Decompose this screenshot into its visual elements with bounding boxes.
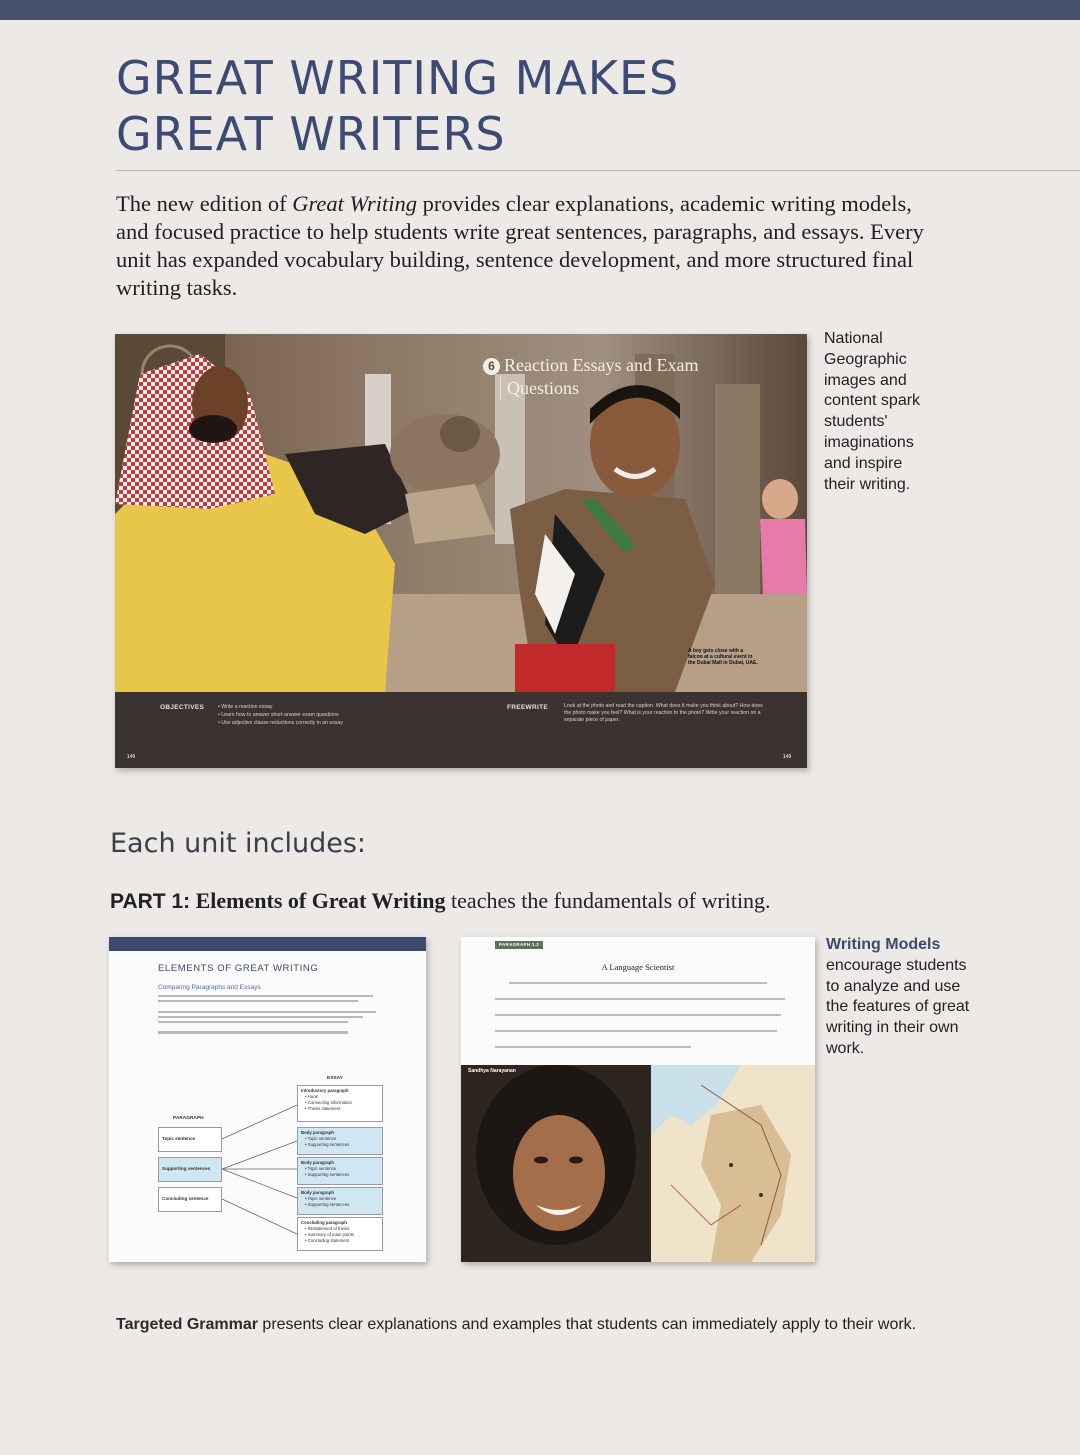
scientist-portrait-and-map bbox=[461, 1065, 815, 1262]
essay-box-item: • Supporting sentences bbox=[305, 1172, 350, 1177]
part-1-description bbox=[110, 888, 771, 914]
side-note-writing-models bbox=[826, 935, 976, 1060]
objectives-label: OBJECTIVES bbox=[160, 704, 205, 711]
essay-box-item: • Topic sentence bbox=[305, 1136, 337, 1141]
targeted-grammar-label: Targeted Grammar bbox=[116, 1316, 258, 1333]
unit-number-badge: 6 bbox=[483, 358, 500, 375]
essay-box-title: Introductory paragraph bbox=[301, 1088, 349, 1093]
paragraph-concluding-sentence-box: Concluding sentence bbox=[158, 1187, 222, 1212]
essay-body-paragraph-box bbox=[297, 1127, 383, 1155]
book-title: Great Writing bbox=[292, 191, 417, 216]
freewrite-text: Look at the photo and read the caption. What does it make you think about? How does the photo make you feel? What is your reaction to the photo? Write your reaction on a separate piece of paper. bbox=[564, 703, 763, 723]
top-color-bar bbox=[0, 0, 1080, 20]
essay-intro-paragraph-box bbox=[297, 1085, 383, 1122]
intro-paragraph bbox=[116, 190, 936, 302]
paragraph-model-page-thumbnail bbox=[461, 937, 815, 1262]
intro-text-start: The new edition of bbox=[116, 191, 293, 216]
unit-title-line-2: Questions bbox=[500, 377, 783, 400]
essay-box-item: • Supporting sentences bbox=[305, 1142, 350, 1147]
page-title bbox=[116, 50, 679, 162]
essay-box-item: • Hook bbox=[305, 1094, 318, 1099]
essay-box-item: • Topic sentence bbox=[305, 1196, 337, 1201]
photo-caption: A boy gets close with a falcon at a cultural event in the Dubai Mall in Dubai, UAE. bbox=[688, 648, 758, 666]
page-title-line-2: GREAT WRITERS bbox=[116, 107, 506, 161]
essay-diagram-label: ESSAY bbox=[327, 1076, 343, 1081]
objective-item: • Use adjective clause reductions correctly in an essay bbox=[218, 720, 343, 726]
essay-box-item: • Supporting sentences bbox=[305, 1202, 350, 1207]
unit-title-line-1: Reaction Essays and Exam bbox=[504, 355, 699, 375]
essay-box-item: • Thesis statement bbox=[305, 1106, 341, 1111]
targeted-grammar-text: presents clear explanations and examples that students can immediately apply to their work. bbox=[257, 1316, 917, 1333]
objectives-list bbox=[218, 703, 343, 727]
essay-concluding-paragraph-box bbox=[297, 1217, 383, 1251]
paragraph-supporting-sentences-box: Supporting sentences bbox=[158, 1157, 222, 1182]
paragraph-topic-sentence-box: Topic sentence bbox=[158, 1127, 222, 1152]
essay-box-title: Concluding paragraph bbox=[301, 1220, 347, 1225]
targeted-grammar-note bbox=[116, 1316, 916, 1334]
essay-box-title: Body paragraph bbox=[301, 1190, 334, 1195]
side-note-national-geographic: National Geographic images and content spark students' imaginations and inspire their writing. bbox=[824, 330, 921, 493]
writing-models-text: encourage students to analyze and use the features of great writing in their own work. bbox=[826, 956, 970, 1057]
essay-box-item: • Topic sentence bbox=[305, 1166, 337, 1171]
unit-opener-spread bbox=[115, 334, 807, 768]
page-title-line-1: GREAT WRITING MAKES bbox=[116, 51, 680, 105]
objective-item: • Write a reaction essay bbox=[218, 704, 273, 710]
part-1-section-name: Elements of Great Writing bbox=[195, 888, 446, 913]
each-unit-heading: Each unit includes: bbox=[110, 828, 367, 859]
intro-text-end: provides clear explanations, academic writing models, and focused practice to help students write great sentences, paragraphs, and essays. Every unit has expanded vocabulary building, sentence development, and more structured final writing tasks. bbox=[116, 191, 924, 300]
part-1-label: PART 1: bbox=[110, 890, 191, 913]
essay-box-item: • Restatement of thesis bbox=[305, 1226, 350, 1231]
freewrite-label: FREEWRITE bbox=[507, 704, 548, 711]
page-number-right: 149 bbox=[783, 754, 792, 760]
unit-heading bbox=[483, 354, 783, 400]
paragraph-title: A Language Scientist bbox=[601, 962, 675, 972]
elements-page-heading: ELEMENTS OF GREAT WRITING bbox=[158, 963, 319, 974]
paragraph-body-text-lines bbox=[495, 982, 787, 1062]
essay-body-paragraph-box bbox=[297, 1187, 383, 1215]
page-number-left: 146 bbox=[127, 754, 136, 760]
part-1-rest: teaches the fundamentals of writing. bbox=[445, 888, 771, 913]
objective-item: • Learn how to answer short-answer exam questions bbox=[218, 712, 339, 718]
paragraph-badge: PARAGRAPH 1.2 bbox=[495, 941, 543, 949]
essay-body-paragraph-box bbox=[297, 1157, 383, 1185]
title-divider bbox=[116, 170, 1080, 171]
photo-name-label: Sandhya Narayanan bbox=[468, 1068, 516, 1074]
essay-box-item: • Connecting information bbox=[305, 1100, 352, 1105]
essay-box-item: • Concluding statement bbox=[305, 1238, 350, 1243]
essay-box-title: Body paragraph bbox=[301, 1160, 334, 1165]
essay-box-title: Body paragraph bbox=[301, 1130, 334, 1135]
writing-models-label: Writing Models bbox=[826, 936, 941, 953]
essay-box-item: • Summary of main points bbox=[305, 1232, 355, 1237]
paragraph-diagram-label: PARAGRAPH bbox=[173, 1116, 204, 1121]
objectives-band bbox=[115, 692, 807, 768]
elements-page-subheading: Comparing Paragraphs and Essays bbox=[158, 984, 261, 991]
elements-page-thumbnail bbox=[109, 937, 426, 1262]
